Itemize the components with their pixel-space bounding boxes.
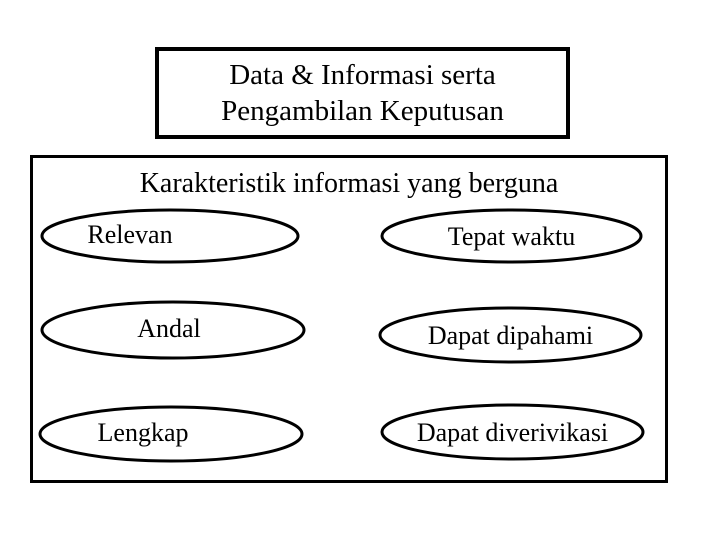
characteristic-andal bbox=[40, 300, 306, 360]
title-line-1: Data & Informasi serta bbox=[229, 59, 496, 91]
title-line-2: Pengambilan Keputusan bbox=[221, 95, 504, 127]
characteristic-label: Andal bbox=[137, 314, 201, 343]
characteristic-tepat-waktu bbox=[380, 208, 643, 264]
title-box bbox=[155, 47, 570, 139]
characteristic-label: Dapat diverivikasi bbox=[416, 418, 609, 447]
characteristic-label: Relevan bbox=[87, 220, 173, 249]
characteristic-label: Lengkap bbox=[97, 418, 189, 447]
section-heading: Karakteristik informasi yang berguna bbox=[139, 168, 559, 199]
characteristic-label: Tepat waktu bbox=[447, 222, 576, 251]
characteristic-dapat-dipahami bbox=[378, 306, 643, 364]
characteristic-relevan bbox=[40, 208, 300, 264]
characteristic-label: Dapat dipahami bbox=[427, 321, 594, 350]
characteristic-dapat-diverivikasi bbox=[380, 403, 645, 461]
characteristic-lengkap bbox=[38, 405, 304, 463]
